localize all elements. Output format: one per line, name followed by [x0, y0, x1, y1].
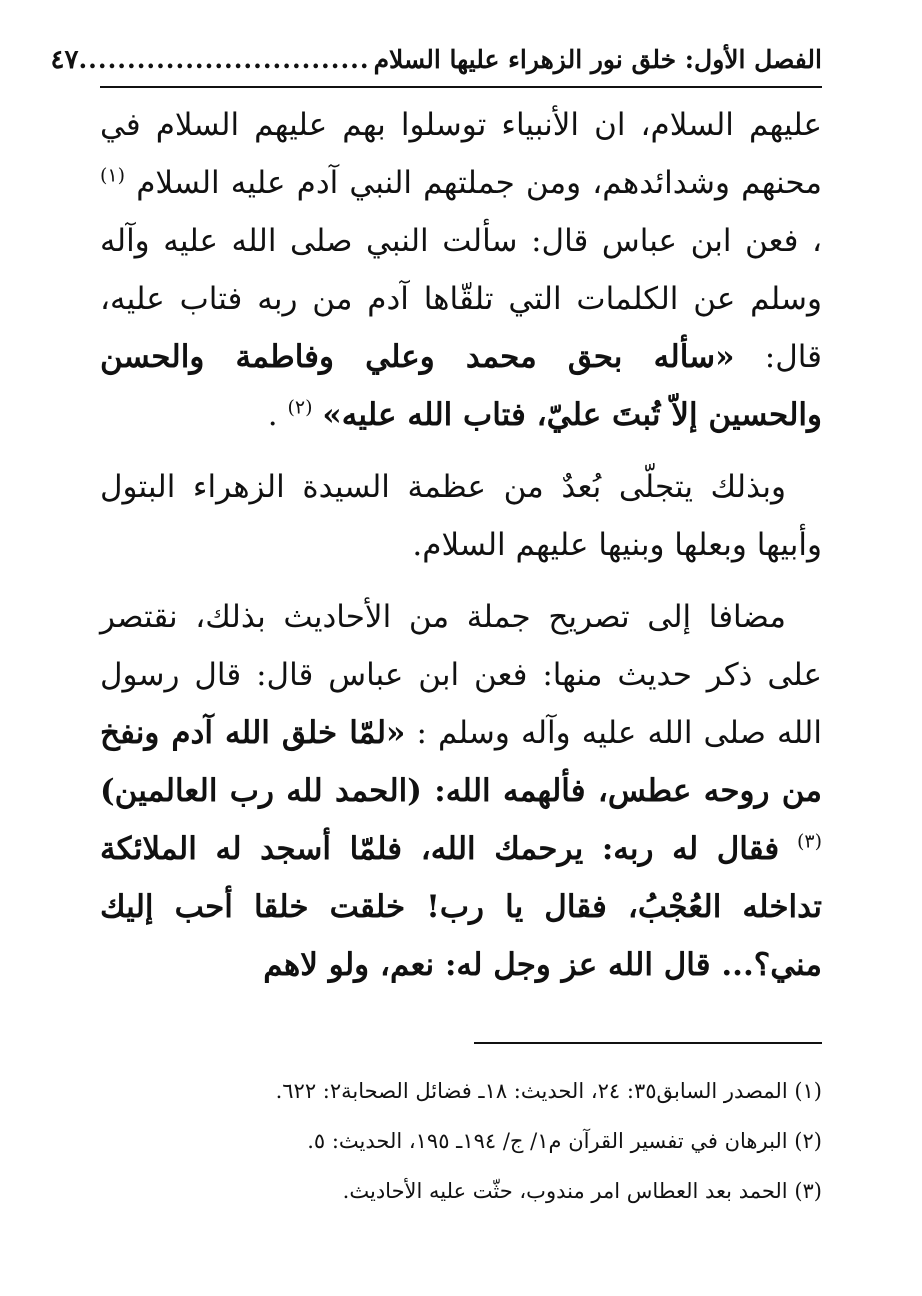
- paragraph-3-quote-b: فقال له ربه: يرحمك الله، فلمّا أسجد له الملائكة تداخله العُجْبُ، فقال يا رب! خلقت خلقا أحب إليك مني؟... قال الله عز وجل له: نعم، ولو لاهم: [100, 831, 822, 983]
- footnote-3: (٣) الحمد بعد العطاس امر مندوب، حثّت عليه الأحاديث.: [342, 1179, 822, 1203]
- footnote-ref-1: (١): [100, 164, 126, 187]
- paragraph-3: [100, 588, 822, 994]
- paragraph-2: وبذلك يتجلّى بُعدٌ من عظمة السيدة الزهراء البتول وأبيها وبعلها وبنيها عليهم السلام.: [100, 469, 822, 563]
- main-text: [100, 96, 822, 994]
- footnote-1: (١) المصدر السابق٣٥: ٢٤، الحديث: ١٨ـ فضائل الصحابة٢: ٦٢٢.: [275, 1079, 822, 1103]
- running-header: [50, 38, 822, 88]
- paragraph-1-text-b: ، فعن ابن عباس قال: سألت النبي صلى الله عليه وآله وسلم عن الكلمات التي تلقّاها آدم من ربه فتاب عليه، قال:: [100, 223, 822, 375]
- page-number: ٤٧: [50, 45, 79, 75]
- chapter-title: الفصل الأول: خلق نور الزهراء عليها السلام: [373, 45, 822, 74]
- header-leader-dots: ..............................: [78, 45, 370, 74]
- paragraph-1-text-a: عليهم السلام، ان الأنبياء توسلوا بهم عليهم السلام في محنهم وشدائدهم، ومن جملتهم النبي آدم عليه السلام: [100, 107, 823, 201]
- footnote-separator: [474, 1042, 822, 1044]
- footnote-ref-2: (٢): [287, 396, 313, 419]
- paragraph-3-text: مضافا إلى تصريح جملة من الأحاديث بذلك، نقتصر على ذكر حديث منها: فعن ابن عباس قال: قال رسول الله صلى الله عليه وآله وسلم :: [100, 599, 822, 751]
- paragraph-3-quote-a: «لمّا خلق الله آدم ونفخ من روحه عطس، فألهمه الله: (الحمد لله رب العالمين): [100, 715, 822, 809]
- footnote-ref-3: (٣): [796, 830, 823, 853]
- paragraph-1-quote: «سأله بحق محمد وعلي وفاطمة والحسن والحسين إلاّ تُبتَ عليّ، فتاب الله عليه»: [100, 339, 822, 433]
- paragraph-1: [100, 96, 822, 444]
- footnote-2: (٢) البرهان في تفسير القرآن م١/ ج/ ١٩٤ـ ١٩٥، الحديث: ٥.: [307, 1129, 822, 1153]
- header-title-group: [78, 38, 822, 82]
- paragraph-1-end: .: [267, 397, 278, 433]
- footnotes: [100, 1066, 822, 1216]
